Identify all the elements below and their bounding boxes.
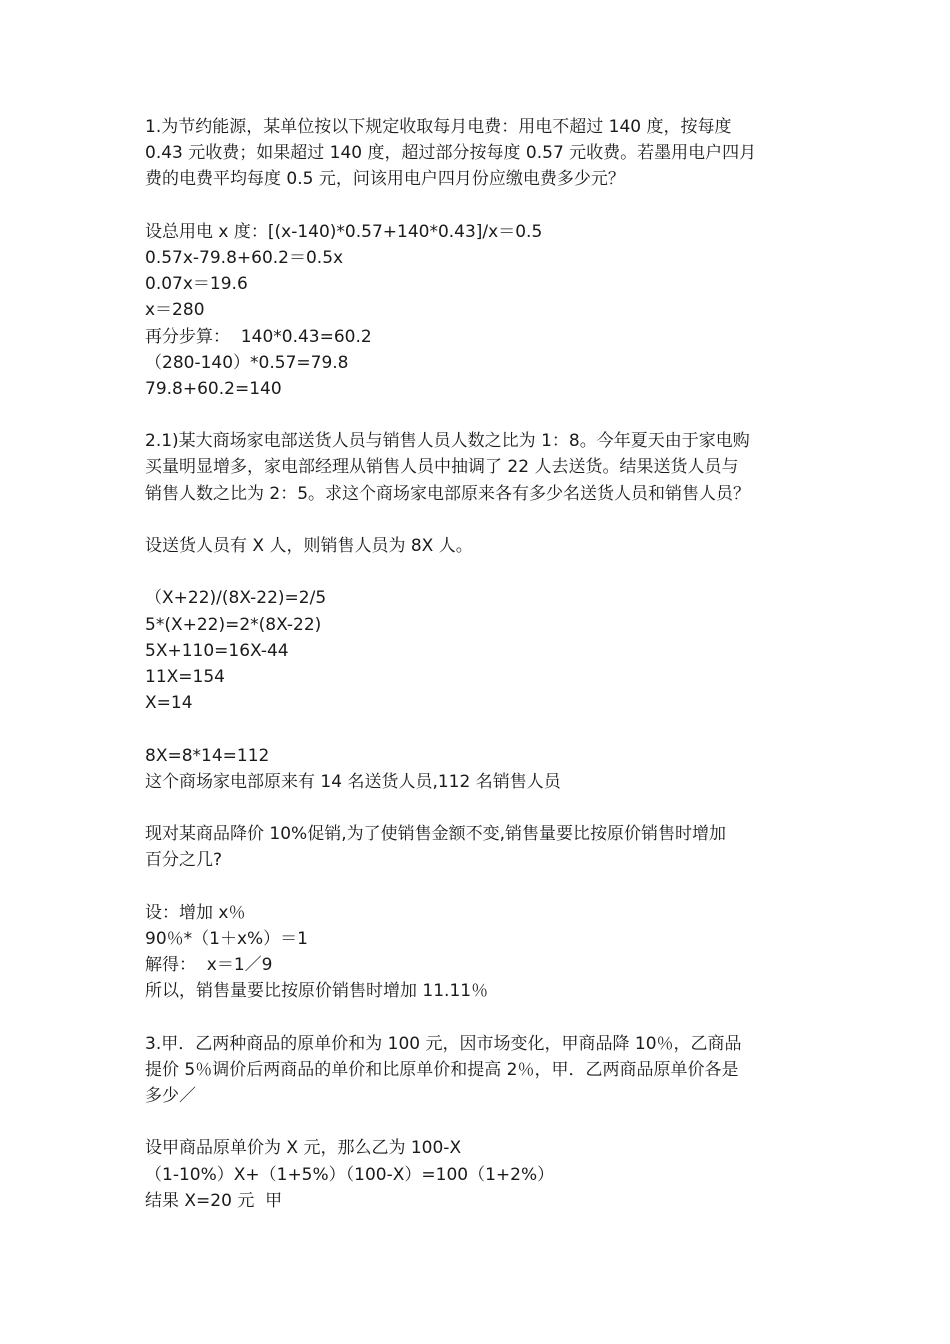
problem-2-step-3: 5X+110=16X-44 [145, 640, 289, 661]
problem-4-question-line-2: 提价 5％调价后两商品的单价和比原单价和提高 2％，甲．乙两商品原单价各是 [145, 1059, 739, 1080]
problem-2-step-2: 5*(X+22)=2*(8X-22) [145, 614, 322, 635]
spacer [145, 1004, 825, 1030]
problem-2-step-1: （X+22)/(8X-22)=2/5 [145, 588, 327, 609]
problem-1-solution-line-1: 设总用电 x 度：[(x-140)*0.57+140*0.43]/x＝0.5 [145, 221, 543, 242]
problem-1-solution-line-7: 79.8+60.2=140 [145, 378, 282, 399]
document-body [145, 114, 825, 1214]
problem-1-solution-line-2: 0.57x-79.8+60.2＝0.5x [145, 247, 344, 268]
problem-4-solution-line-2: （1-10%）X+（1+5%）（100-X）=100（1+2%） [145, 1164, 555, 1185]
problem-1-solution-line-4: x＝280 [145, 300, 205, 321]
problem-4-question-line-3: 多少／ [145, 1085, 196, 1106]
problem-2-step-5: X=14 [145, 693, 193, 714]
problem-3-solution-line-4: 所以，销售量要比按原价销售时增加 11.11％ [145, 981, 489, 1002]
spacer [145, 507, 825, 533]
problem-2-question-line-1: 2.1)某大商场家电部送货人员与销售人员人数之比为 1：8。今年夏天由于家电购 [145, 431, 750, 452]
problem-3-solution-line-3: 解得： x＝1／9 [145, 955, 273, 975]
problem-2-setup: 设送货人员有 X 人，则销售人员为 8X 人。 [145, 536, 473, 556]
problem-2-question-line-3: 销售人数之比为 2：5。求这个商场家电部原来各有多少名送货人员和销售人员？ [145, 483, 751, 504]
problem-1-solution-line-3: 0.07x＝19.6 [145, 274, 248, 295]
spacer [145, 716, 825, 742]
problem-3 [145, 821, 825, 1004]
problem-4-solution-line-3: 结果 X=20 元 甲 [145, 1190, 283, 1211]
spacer [145, 402, 825, 428]
problem-2-question-line-2: 买量明显增多，家电部经理从销售人员中抽调了 22 人去送货。结果送货人员与 [145, 457, 739, 478]
problem-1-solution-line-5: 再分步算： 140*0.43=60.2 [145, 326, 372, 347]
problem-1-solution-line-6: （280-140）*0.57=79.8 [145, 352, 349, 373]
problem-4 [145, 1031, 825, 1214]
problem-4-solution-line-1: 设甲商品原单价为 X 元，那么乙为 100-X [145, 1138, 462, 1159]
problem-3-question-line-1: 现对某商品降价 10%促销,为了使销售金额不变,销售量要比按原价销售时增加 [145, 824, 726, 845]
spacer [145, 193, 825, 219]
problem-2 [145, 428, 825, 795]
problem-1-question-line-2: 0.43 元收费；如果超过 140 度，超过部分按每度 0.57 元收费。若墨用电户四月 [145, 143, 757, 164]
problem-1-question-line-3: 费的电费平均每度 0.5 元，问该用电户四月份应缴电费多少元？ [145, 169, 625, 190]
spacer [145, 795, 825, 821]
spacer [145, 559, 825, 585]
problem-3-solution-line-2: 90％*（1＋x%）＝1 [145, 928, 308, 949]
spacer [145, 1109, 825, 1135]
problem-2-step-4: 11X=154 [145, 666, 225, 687]
problem-3-question-line-2: 百分之几? [145, 850, 223, 871]
problem-2-result-line-2: 这个商场家电部原来有 14 名送货人员,112 名销售人员 [145, 771, 561, 792]
spacer [145, 873, 825, 899]
problem-4-question-line-1: 3.甲．乙两种商品的原单价和为 100 元，因市场变化，甲商品降 10％，乙商品 [145, 1033, 742, 1054]
problem-3-solution-line-1: 设：增加 x％ [145, 902, 246, 923]
problem-1-question-line-1: 1.为节约能源，某单位按以下规定收取每月电费：用电不超过 140 度，按每度 [145, 117, 732, 137]
problem-2-result-line-1: 8X=8*14=112 [145, 745, 270, 766]
problem-1 [145, 114, 825, 402]
